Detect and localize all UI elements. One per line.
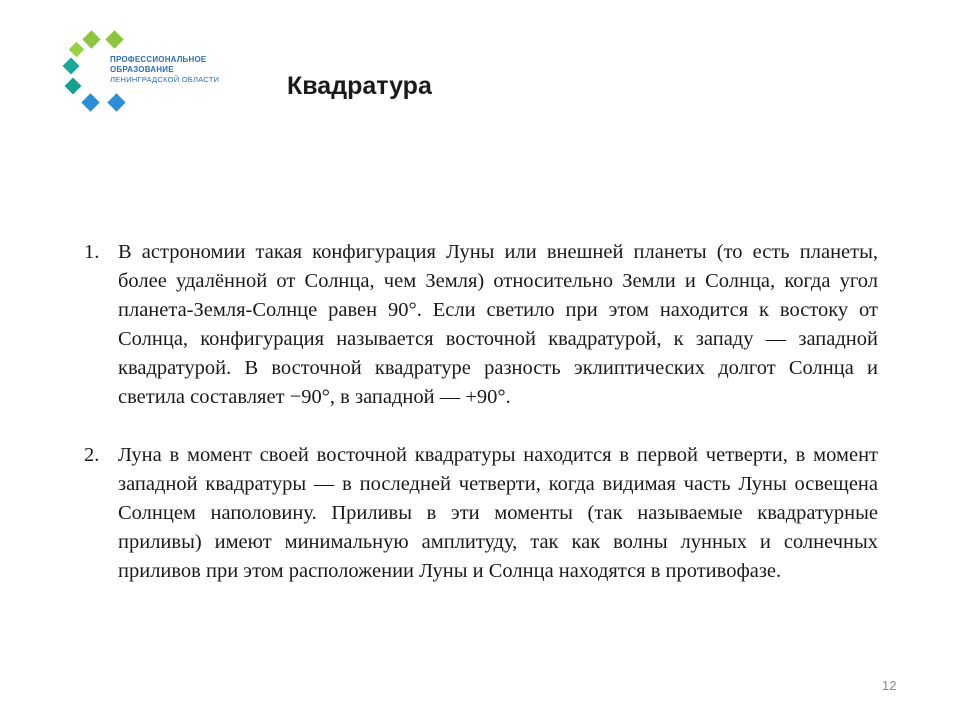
list-item — [84, 238, 878, 412]
logo-line-2: ОБРАЗОВАНИЕ — [110, 65, 174, 74]
logo — [62, 30, 242, 122]
logo-line-3: ЛЕНИНГРАДСКОЙ ОБЛАСТИ — [110, 75, 220, 84]
slide-title: Квадратура — [287, 72, 432, 100]
list-item — [84, 441, 878, 586]
list-item-text: В астрономии такая конфигурация Луны или внешней планеты (то есть планеты, более удалённой от Солнца, чем Земля) относительно Земли и Солнца, когда угол планета-Земля-Солнце равен 90°. Если светило при этом находится к востоку от Солнца, конфигурация называется восточной квадратурой, к западу — западной квадратурой. В восточной квадратуре разность эклиптических долгот Солнца и светила составляет −90°, в западной — +90°. — [118, 241, 878, 408]
logo-line-1: ПРОФЕССИОНАЛЬНОЕ — [110, 55, 207, 64]
page-number: 12 — [882, 678, 897, 693]
numbered-list — [84, 238, 878, 586]
list-item-text: Луна в момент своей восточной квадратуры находится в первой четверти, в момент западной квадратуры — в последней четверти, когда видимая часть Луны освещена Солнцем наполовину. Приливы в эти моменты (так называемые квадратурные приливы) имеют минимальную амплитуду, так как волны лунных и солнечных приливов при этом расположении Луны и Солнца находятся в противофазе. — [118, 444, 878, 582]
list-item-number: 2. — [84, 444, 100, 466]
list-item-number: 1. — [84, 241, 100, 263]
logo-text — [110, 55, 219, 85]
